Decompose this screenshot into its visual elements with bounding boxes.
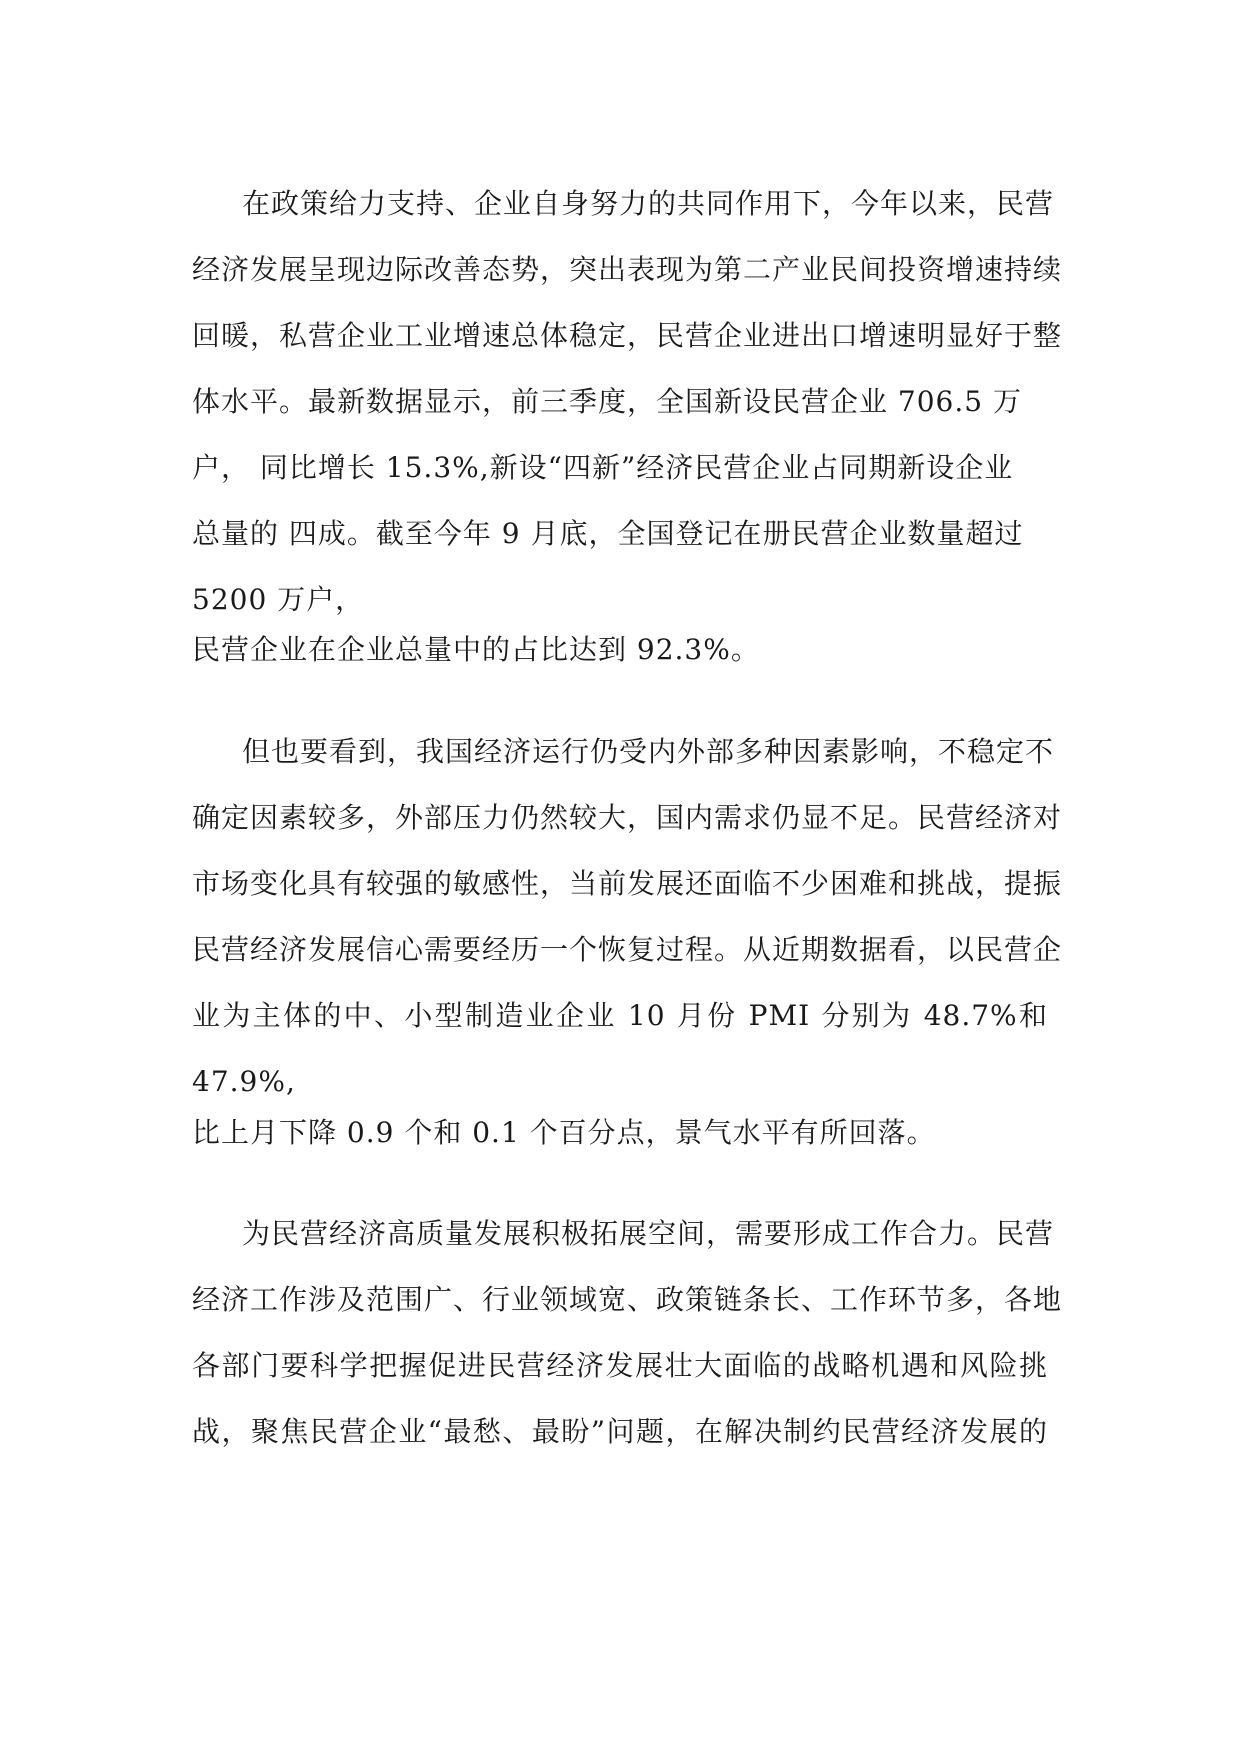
paragraph-1-line-7: 5200 万户， — [192, 583, 365, 616]
paragraph-3-line-2: 经济工作涉及范围广、行业领域宽、政策链条长、工作环节多，各地 — [192, 1283, 1063, 1316]
paragraph-2-line-1: 但也要看到，我国经济运行仍受内外部多种因素影响，不稳定不 — [242, 735, 1055, 768]
paragraph-2-line-5: 业为主体的中、小型制造业企业 10 月份 PMI 分别为 48.7%和 — [192, 999, 1048, 1032]
paragraph-2-line-4: 民营经济发展信心需要经历一个恢复过程。从近期数据看，以民营企 — [192, 933, 1063, 966]
paragraph-2-line-3: 市场变化具有较强的敏感性，当前发展还面临不少困难和挑战，提振 — [192, 867, 1063, 900]
paragraph-3-line-3: 各部门要科学把握促进民营经济发展壮大面临的战略机遇和风险挑 — [192, 1349, 1048, 1382]
paragraph-2-line-7: 比上月下降 0.9 个和 0.1 个百分点，景气水平有所回落。 — [192, 1116, 936, 1149]
paragraph-1-line-3: 回暖，私营企业工业增速总体稳定，民营企业进出口增速明显好于整 — [192, 319, 1063, 352]
paragraph-2-line-6: 47.9%, — [192, 1065, 296, 1098]
paragraph-3-line-4: 战，聚焦民营企业“最愁、最盼”问题，在解决制约民营经济发展的 — [192, 1415, 1048, 1448]
paragraph-1-line-5: 户， 同比增长 15.3%,新设“四新”经济民营企业占同期新设企业 — [192, 451, 1014, 484]
paragraph-1-line-8: 民营企业在企业总量中的占比达到 92.3%。 — [192, 633, 760, 666]
paragraph-2-line-2: 确定因素较多，外部压力仍然较大，国内需求仍显不足。民营经济对 — [192, 801, 1063, 834]
paragraph-1-line-4: 体水平。最新数据显示，前三季度，全国新设民营企业 706.5 万 — [192, 385, 1022, 418]
paragraph-3-line-1: 为民营经济高质量发展积极拓展空间，需要形成工作合力。民营 — [242, 1217, 1055, 1250]
paragraph-1-line-6: 总量的 四成。截至今年 9 月底，全国登记在册民营企业数量超过 — [192, 517, 1024, 550]
paragraph-1-line-2: 经济发展呈现边际改善态势，突出表现为第二产业民间投资增速持续 — [192, 253, 1063, 286]
paragraph-1-line-1: 在政策给力支持、企业自身努力的共同作用下，今年以来，民营 — [242, 187, 1055, 220]
